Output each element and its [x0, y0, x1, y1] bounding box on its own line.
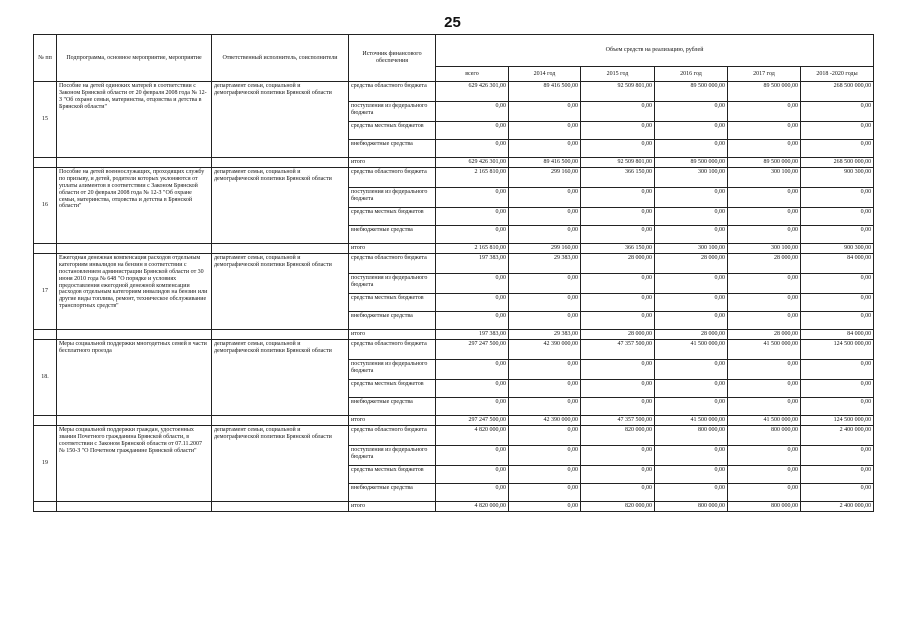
- funding-source-label: средства областного бюджета: [349, 82, 436, 102]
- header-volume: Объем средств на реализацию, рублей: [436, 35, 874, 67]
- budget-table: [33, 34, 874, 512]
- funding-source-label: средства местных бюджетов: [349, 208, 436, 226]
- amount-cell: 0,00: [655, 102, 728, 122]
- amount-cell: 0,00: [801, 294, 874, 312]
- amount-cell: 0,00: [509, 122, 581, 140]
- amount-cell: 0,00: [728, 380, 801, 398]
- amount-cell: 0,00: [581, 208, 655, 226]
- amount-cell: 0,00: [728, 398, 801, 416]
- empty-cell: [57, 244, 212, 254]
- amount-cell: 0,00: [581, 398, 655, 416]
- header-year-2018-2020: 2018 -2020 годы: [801, 67, 874, 82]
- amount-cell: 0,00: [581, 312, 655, 330]
- row-number: 18.: [34, 340, 57, 416]
- amount-cell: 28 000,00: [728, 254, 801, 274]
- header-year-2016: 2016 год: [655, 67, 728, 82]
- amount-cell: 0,00: [581, 466, 655, 484]
- header-executor: Ответственный исполнитель, соисполнители: [212, 35, 349, 82]
- amount-cell: 2 165 810,00: [436, 244, 509, 254]
- header-subprogram: Подпрограмма, основное мероприятие, мероприятие: [57, 35, 212, 82]
- amount-cell: 47 357 500,00: [581, 416, 655, 426]
- empty-cell: [34, 158, 57, 168]
- funding-source-label: средства местных бюджетов: [349, 122, 436, 140]
- amount-cell: 0,00: [801, 466, 874, 484]
- amount-cell: 0,00: [728, 484, 801, 502]
- amount-cell: 0,00: [801, 226, 874, 244]
- amount-cell: 0,00: [801, 102, 874, 122]
- amount-cell: 820 000,00: [581, 426, 655, 446]
- amount-cell: 0,00: [655, 274, 728, 294]
- empty-cell: [34, 502, 57, 512]
- amount-cell: 92 509 801,00: [581, 158, 655, 168]
- amount-cell: 0,00: [801, 122, 874, 140]
- amount-cell: 300 100,00: [655, 244, 728, 254]
- amount-cell: 0,00: [728, 226, 801, 244]
- amount-cell: 47 357 500,00: [581, 340, 655, 360]
- header-year-2014: 2014 год: [509, 67, 581, 82]
- amount-cell: 0,00: [655, 398, 728, 416]
- amount-cell: 92 509 801,00: [581, 82, 655, 102]
- funding-source-label: средства местных бюджетов: [349, 294, 436, 312]
- amount-cell: 0,00: [509, 226, 581, 244]
- amount-cell: 0,00: [655, 188, 728, 208]
- empty-cell: [34, 416, 57, 426]
- amount-cell: 800 000,00: [728, 426, 801, 446]
- amount-cell: 0,00: [655, 226, 728, 244]
- amount-cell: 800 000,00: [728, 502, 801, 512]
- amount-cell: 0,00: [581, 380, 655, 398]
- empty-cell: [212, 330, 349, 340]
- funding-source-label: средства областного бюджета: [349, 254, 436, 274]
- amount-cell: 0,00: [509, 140, 581, 158]
- amount-cell: 0,00: [509, 274, 581, 294]
- amount-cell: 89 416 500,00: [509, 158, 581, 168]
- amount-cell: 0,00: [509, 102, 581, 122]
- funding-source-label: внебюджетные средства: [349, 140, 436, 158]
- amount-cell: 0,00: [509, 360, 581, 380]
- row-executor: департамент семьи, социальной и демографической политики Брянской области: [212, 82, 349, 158]
- funding-source-label: итого: [349, 330, 436, 340]
- amount-cell: 41 500 000,00: [728, 416, 801, 426]
- amount-cell: 0,00: [801, 188, 874, 208]
- row-executor: департамент семьи, социальной и демографической политики Брянской области: [212, 254, 349, 330]
- funding-source-label: поступления из федерального бюджета: [349, 102, 436, 122]
- amount-cell: 0,00: [581, 274, 655, 294]
- amount-cell: 0,00: [581, 140, 655, 158]
- amount-cell: 197 383,00: [436, 330, 509, 340]
- amount-cell: 820 000,00: [581, 502, 655, 512]
- row-name: Меры социальной поддержки многодетных семей в части бесплатного проезда: [57, 340, 212, 416]
- amount-cell: 0,00: [728, 102, 801, 122]
- funding-source-label: внебюджетные средства: [349, 312, 436, 330]
- table-row: [34, 416, 874, 426]
- amount-cell: 89 416 500,00: [509, 82, 581, 102]
- amount-cell: 42 390 000,00: [509, 340, 581, 360]
- amount-cell: 84 000,00: [801, 254, 874, 274]
- amount-cell: 4 820 000,00: [436, 502, 509, 512]
- amount-cell: 268 500 000,00: [801, 82, 874, 102]
- amount-cell: 0,00: [581, 360, 655, 380]
- amount-cell: 89 500 000,00: [728, 82, 801, 102]
- row-name: Ежегодная денежная компенсация расходов отдельным категориям инвалидов на бензин в соответствии с постановлением администрации Брянской области от 30 июня 2010 года № 648 "О порядке и условиях предоставления ежегодной денежной компенсации расходов отдельным категориям инвалидов на бензин или другие виды топлива, ремонт, техническое обслуживание транспортных средств": [57, 254, 212, 330]
- amount-cell: 0,00: [728, 188, 801, 208]
- amount-cell: 0,00: [655, 466, 728, 484]
- amount-cell: 0,00: [509, 398, 581, 416]
- amount-cell: 629 426 301,00: [436, 158, 509, 168]
- empty-cell: [212, 244, 349, 254]
- table-header: [34, 35, 874, 82]
- funding-source-label: итого: [349, 244, 436, 254]
- amount-cell: 2 165 810,00: [436, 168, 509, 188]
- amount-cell: 0,00: [801, 360, 874, 380]
- empty-cell: [57, 330, 212, 340]
- amount-cell: 28 000,00: [655, 254, 728, 274]
- amount-cell: 0,00: [801, 312, 874, 330]
- amount-cell: 300 100,00: [728, 168, 801, 188]
- amount-cell: 0,00: [801, 484, 874, 502]
- amount-cell: 0,00: [655, 208, 728, 226]
- amount-cell: 0,00: [655, 140, 728, 158]
- amount-cell: 28 000,00: [655, 330, 728, 340]
- amount-cell: 2 400 000,00: [801, 426, 874, 446]
- amount-cell: 800 000,00: [655, 426, 728, 446]
- amount-cell: 2 400 000,00: [801, 502, 874, 512]
- row-name: Пособие на детей одиноких матерей в соответствии с Законом Брянской области от 20 февраля 2008 года № 12-З "Об охране семьи, материнства, отцовства и детства в Брянской области": [57, 82, 212, 158]
- funding-source-label: средства областного бюджета: [349, 340, 436, 360]
- amount-cell: 28 000,00: [581, 330, 655, 340]
- table-row: [34, 426, 874, 446]
- amount-cell: 124 500 000,00: [801, 340, 874, 360]
- amount-cell: 0,00: [436, 380, 509, 398]
- row-executor: департамент семьи, социальной и демографической политики Брянской области: [212, 168, 349, 244]
- amount-cell: 0,00: [655, 122, 728, 140]
- amount-cell: 0,00: [436, 274, 509, 294]
- amount-cell: 299 160,00: [509, 244, 581, 254]
- table-row: [34, 244, 874, 254]
- row-executor: департамент семьи, социальной и демографической политики Брянской области: [212, 426, 349, 502]
- amount-cell: 41 500 000,00: [655, 340, 728, 360]
- funding-source-label: поступления из федерального бюджета: [349, 446, 436, 466]
- amount-cell: 29 383,00: [509, 254, 581, 274]
- amount-cell: 800 000,00: [655, 502, 728, 512]
- amount-cell: 0,00: [509, 502, 581, 512]
- row-name: Пособие на детей военнослужащих, проходящих службу по призыву, и детей, родители которых уклоняются от уплаты алиментов в соответствии с Законом Брянской области от 20 февраля 2008 года № 12-З "Об охране семьи, материнства, отцовства и детства в Брянской области": [57, 168, 212, 244]
- amount-cell: 0,00: [509, 466, 581, 484]
- empty-cell: [57, 158, 212, 168]
- amount-cell: 629 426 301,00: [436, 82, 509, 102]
- amount-cell: 0,00: [728, 446, 801, 466]
- table-row: [34, 330, 874, 340]
- row-executor: департамент семьи, социальной и демографической политики Брянской области: [212, 340, 349, 416]
- funding-source-label: итого: [349, 158, 436, 168]
- funding-source-label: поступления из федерального бюджета: [349, 360, 436, 380]
- amount-cell: 0,00: [655, 484, 728, 502]
- amount-cell: 41 500 000,00: [655, 416, 728, 426]
- funding-source-label: поступления из федерального бюджета: [349, 274, 436, 294]
- amount-cell: 268 500 000,00: [801, 158, 874, 168]
- amount-cell: 300 100,00: [728, 244, 801, 254]
- empty-cell: [34, 330, 57, 340]
- row-name: Меры социальной поддержки граждан, удостоенных звания Почетного гражданина Брянской области, в соответствии с Законом Брянской области от 07.11.2007 № 150-З "О Почетном гражданине Брянской области": [57, 426, 212, 502]
- page-number: 25: [444, 14, 461, 31]
- table-row: [34, 168, 874, 188]
- empty-cell: [57, 502, 212, 512]
- amount-cell: 0,00: [581, 484, 655, 502]
- amount-cell: 28 000,00: [581, 254, 655, 274]
- amount-cell: 0,00: [509, 188, 581, 208]
- funding-source-label: итого: [349, 502, 436, 512]
- amount-cell: 89 500 000,00: [728, 158, 801, 168]
- amount-cell: 0,00: [436, 188, 509, 208]
- amount-cell: 0,00: [728, 208, 801, 226]
- amount-cell: 0,00: [728, 294, 801, 312]
- funding-source-label: внебюджетные средства: [349, 398, 436, 416]
- amount-cell: 0,00: [801, 274, 874, 294]
- empty-cell: [212, 502, 349, 512]
- table-row: [34, 340, 874, 360]
- amount-cell: 900 300,00: [801, 244, 874, 254]
- amount-cell: 297 247 500,00: [436, 340, 509, 360]
- table-row: [34, 502, 874, 512]
- amount-cell: 0,00: [655, 446, 728, 466]
- header-year-2017: 2017 год: [728, 67, 801, 82]
- amount-cell: 366 150,00: [581, 244, 655, 254]
- amount-cell: 0,00: [801, 380, 874, 398]
- amount-cell: 0,00: [436, 484, 509, 502]
- amount-cell: 300 100,00: [655, 168, 728, 188]
- amount-cell: 0,00: [509, 208, 581, 226]
- amount-cell: 0,00: [436, 208, 509, 226]
- header-funding-source: Источник финансового обеспечения: [349, 35, 436, 82]
- amount-cell: 0,00: [436, 466, 509, 484]
- amount-cell: 0,00: [509, 380, 581, 398]
- funding-source-label: средства местных бюджетов: [349, 380, 436, 398]
- row-number: 19: [34, 426, 57, 502]
- amount-cell: 0,00: [509, 484, 581, 502]
- amount-cell: 124 500 000,00: [801, 416, 874, 426]
- amount-cell: 0,00: [436, 102, 509, 122]
- amount-cell: 0,00: [581, 294, 655, 312]
- amount-cell: 0,00: [581, 188, 655, 208]
- amount-cell: 89 500 000,00: [655, 82, 728, 102]
- amount-cell: 297 247 500,00: [436, 416, 509, 426]
- funding-source-label: внебюджетные средства: [349, 484, 436, 502]
- funding-source-label: средства местных бюджетов: [349, 466, 436, 484]
- table-body: [34, 82, 874, 512]
- amount-cell: 0,00: [728, 122, 801, 140]
- funding-source-label: средства областного бюджета: [349, 168, 436, 188]
- amount-cell: 0,00: [655, 294, 728, 312]
- amount-cell: 0,00: [436, 312, 509, 330]
- amount-cell: 28 000,00: [728, 330, 801, 340]
- amount-cell: 0,00: [801, 398, 874, 416]
- header-year-total: всего: [436, 67, 509, 82]
- amount-cell: 84 000,00: [801, 330, 874, 340]
- amount-cell: 0,00: [436, 140, 509, 158]
- funding-source-label: внебюджетные средства: [349, 226, 436, 244]
- amount-cell: 299 160,00: [509, 168, 581, 188]
- amount-cell: 0,00: [801, 446, 874, 466]
- amount-cell: 0,00: [728, 140, 801, 158]
- empty-cell: [34, 244, 57, 254]
- amount-cell: 0,00: [436, 294, 509, 312]
- amount-cell: 0,00: [509, 312, 581, 330]
- amount-cell: 197 383,00: [436, 254, 509, 274]
- amount-cell: 0,00: [509, 446, 581, 466]
- amount-cell: 0,00: [728, 360, 801, 380]
- amount-cell: 0,00: [581, 122, 655, 140]
- amount-cell: 0,00: [655, 380, 728, 398]
- amount-cell: 0,00: [728, 466, 801, 484]
- amount-cell: 0,00: [581, 102, 655, 122]
- table-row: [34, 82, 874, 102]
- amount-cell: 900 300,00: [801, 168, 874, 188]
- amount-cell: 0,00: [509, 294, 581, 312]
- amount-cell: 41 500 000,00: [728, 340, 801, 360]
- empty-cell: [57, 416, 212, 426]
- amount-cell: 0,00: [581, 446, 655, 466]
- amount-cell: 0,00: [436, 446, 509, 466]
- amount-cell: 0,00: [655, 312, 728, 330]
- row-number: 15: [34, 82, 57, 158]
- amount-cell: 0,00: [728, 274, 801, 294]
- header-year-2015: 2015 год: [581, 67, 655, 82]
- empty-cell: [212, 158, 349, 168]
- amount-cell: 0,00: [581, 226, 655, 244]
- empty-cell: [212, 416, 349, 426]
- amount-cell: 4 820 000,00: [436, 426, 509, 446]
- amount-cell: 0,00: [728, 312, 801, 330]
- amount-cell: 0,00: [436, 226, 509, 244]
- header-num: № пп: [34, 35, 57, 82]
- amount-cell: 0,00: [801, 140, 874, 158]
- amount-cell: 366 150,00: [581, 168, 655, 188]
- funding-source-label: итого: [349, 416, 436, 426]
- amount-cell: 0,00: [436, 122, 509, 140]
- amount-cell: 29 383,00: [509, 330, 581, 340]
- funding-source-label: поступления из федерального бюджета: [349, 188, 436, 208]
- row-number: 17: [34, 254, 57, 330]
- amount-cell: 0,00: [436, 360, 509, 380]
- funding-source-label: средства областного бюджета: [349, 426, 436, 446]
- amount-cell: 0,00: [655, 360, 728, 380]
- amount-cell: 0,00: [509, 426, 581, 446]
- table-row: [34, 158, 874, 168]
- amount-cell: 0,00: [801, 208, 874, 226]
- table-row: [34, 254, 874, 274]
- amount-cell: 0,00: [436, 398, 509, 416]
- row-number: 16: [34, 168, 57, 244]
- amount-cell: 42 390 000,00: [509, 416, 581, 426]
- amount-cell: 89 500 000,00: [655, 158, 728, 168]
